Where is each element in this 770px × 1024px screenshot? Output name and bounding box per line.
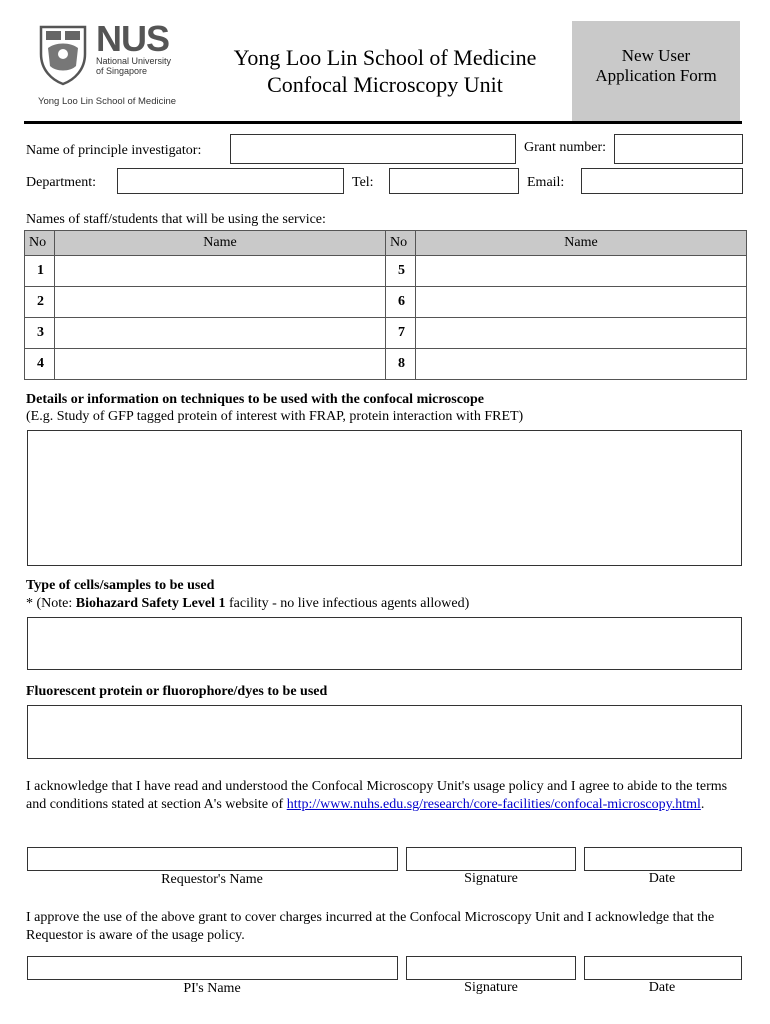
grant-number-field[interactable] [614,134,743,164]
title-line-1: Yong Loo Lin School of Medicine [233,45,537,70]
acknowledge-text [26,778,748,814]
pi-label: Name of principle investigator: [26,143,202,158]
requestor-name-label: Requestor's Name [161,872,263,887]
pi-date-field[interactable] [584,956,742,980]
pi-date-label: Date [648,980,676,995]
nus-logo [38,18,183,112]
staff-name-cell[interactable] [416,287,747,318]
pi-name-field[interactable] [230,134,516,164]
acknowledge-end: . [700,797,705,812]
approve-text: I approve the use of the above grant to cover charges incurred at the Confocal Microscopy Unit and I acknowledge that the Requestor is aware of the usage policy. [26,910,715,943]
nus-crest-icon [38,24,88,86]
tel-label: Tel: [352,175,374,190]
row-number: 5 [386,256,416,287]
tel-field[interactable] [389,168,519,194]
email-field[interactable] [581,168,743,194]
form-type-line-2: Application Form [595,66,717,85]
cells-heading: Type of cells/samples to be used [26,578,215,593]
table-row [25,287,747,318]
acknowledge-body: I acknowledge that I have read and understood the Confocal Microscopy Unit's usage policy and I agree to abide to the terms and conditions stated at section A's website of [26,779,728,812]
col-no-right: No [386,231,416,256]
requestor-signature-field[interactable] [406,847,576,871]
cells-note [26,596,469,612]
logo-school: Yong Loo Lin School of Medicine [38,96,177,107]
pi-name-sig-field[interactable] [27,956,398,980]
row-number: 8 [386,349,416,380]
techniques-example: (E.g. Study of GFP tagged protein of interest with FRAP, protein interaction with FRET) [26,409,524,424]
department-label: Department: [26,175,96,190]
techniques-heading: Details or information on techniques to be used with the confocal microscope [26,392,484,407]
staff-name-cell[interactable] [416,318,747,349]
requestor-date-label: Date [648,871,676,886]
staff-heading: Names of staff/students that will be using the service: [26,212,326,227]
staff-name-cell[interactable] [55,256,386,287]
staff-table [24,230,747,380]
page-title [205,44,565,98]
requestor-name-field[interactable] [27,847,398,871]
table-row [25,349,747,380]
title-line-2: Confocal Microscopy Unit [267,72,503,97]
table-row [25,318,747,349]
cells-note-suffix: facility - no live infectious agents allowed) [225,596,470,611]
staff-name-cell[interactable] [416,349,747,380]
logo-subtitle: National University of Singapore [96,56,172,76]
staff-name-cell[interactable] [55,287,386,318]
policy-link[interactable]: http://www.nuhs.edu.sg/research/core-facilities/confocal-microscopy.html [286,797,701,812]
email-label: Email: [527,175,565,190]
department-field[interactable] [117,168,344,194]
col-name-right: Name [416,231,747,256]
staff-name-cell[interactable] [55,318,386,349]
staff-name-cell[interactable] [416,256,747,287]
cells-textarea[interactable] [27,617,742,670]
table-row [25,256,747,287]
pi-signature-label: Signature [464,980,518,995]
col-name-left: Name [55,231,386,256]
staff-table-header [25,231,747,256]
grant-label: Grant number: [524,140,607,155]
header-divider [24,121,742,124]
form-type-box [572,21,740,121]
row-number: 3 [25,318,55,349]
cells-note-prefix: * (Note: [26,596,76,611]
row-number: 6 [386,287,416,318]
techniques-textarea[interactable] [27,430,742,566]
fluor-heading: Fluorescent protein or fluorophore/dyes to be used [26,684,328,699]
logo-brand: NUS [96,18,170,59]
col-no-left: No [25,231,55,256]
requestor-date-field[interactable] [584,847,742,871]
row-number: 1 [25,256,55,287]
pi-name-label: PI's Name [183,981,241,996]
staff-name-cell[interactable] [55,349,386,380]
row-number: 2 [25,287,55,318]
pi-signature-field[interactable] [406,956,576,980]
row-number: 7 [386,318,416,349]
row-number: 4 [25,349,55,380]
fluor-textarea[interactable] [27,705,742,759]
cells-note-bold: Biohazard Safety Level 1 [75,596,226,611]
form-type-line-1: New User [621,46,691,65]
requestor-signature-label: Signature [464,871,518,886]
